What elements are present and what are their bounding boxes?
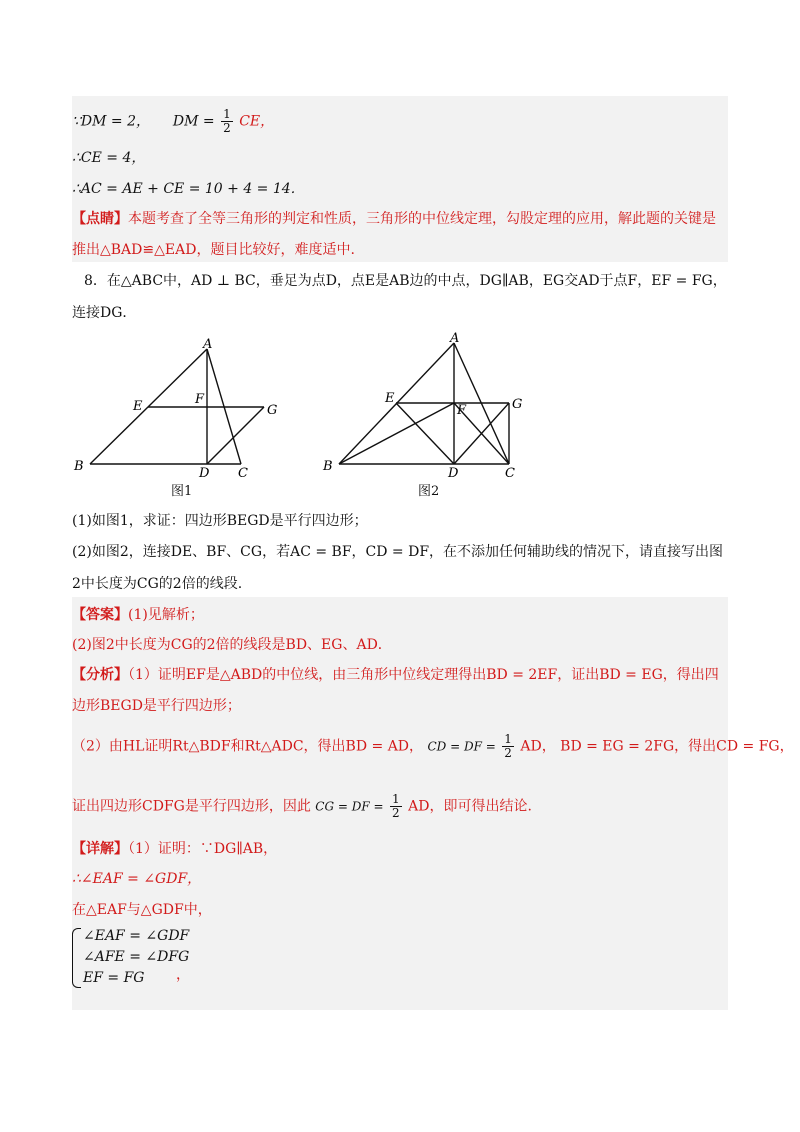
question-2-line-1: (2)如图2，连接DE、BF、CG，若AC = BF，CD = DF，在不添加任何辅助线的情况下，请直接写出图 <box>72 544 724 560</box>
fig1-label-a: A <box>203 337 213 352</box>
system-eq-1: ∠EAF = ∠GDF <box>83 928 190 944</box>
question-2-line-2: 2中长度为CG的2倍的线段. <box>72 576 243 592</box>
problem-line-1: 8．在△ABC中，AD ⊥ BC，垂足为点D，点E是AB边的中点，DG∥AB，EG交AD于点F，EF = FG， <box>84 273 727 289</box>
analysis-half-1-num: 1 <box>504 732 512 746</box>
detail-line-1 <box>72 838 277 858</box>
comment-line-1 <box>72 208 716 228</box>
fig1-segment-dg <box>207 407 264 464</box>
ac-line: ∴AC = AE + CE = 10 + 4 = 14． <box>72 181 305 197</box>
fig2-label-b: B <box>323 459 333 474</box>
analysis-half-1-den: 2 <box>504 746 512 760</box>
fig2-label-c: C <box>505 466 515 481</box>
fig2-label-d: D <box>448 466 459 481</box>
dm-line <box>72 108 274 135</box>
fig2-segment-de <box>396 403 454 464</box>
comment-tag: 【点睛】 <box>72 211 128 227</box>
answer-tag: 【答案】 <box>72 607 128 623</box>
fig1-label-f: F <box>195 392 205 407</box>
detail-text-1: （1）证明：∵DG∥AB， <box>128 841 278 857</box>
dm-fraction-num: 1 <box>223 107 231 121</box>
system-brace <box>72 928 81 988</box>
analysis-cd-df: CD = DF = <box>427 739 496 754</box>
comment-line-2: 推出△BAD≌△EAD，题目比较好，难度适中. <box>72 242 355 258</box>
fig2-caption: 图2 <box>418 484 440 499</box>
fig1-label-e: E <box>133 399 143 414</box>
analysis-line-1 <box>72 664 719 684</box>
analysis-text-1: （1）证明EF是△ABD的中位线，由三角形中位线定理得出BD = 2EF，证出BD = EG，得出四 <box>128 667 719 683</box>
answer-line-1 <box>72 604 204 624</box>
fig2-label-a: A <box>450 331 460 346</box>
dm-lhs: DM = <box>172 113 215 130</box>
detail-tag: 【详解】 <box>72 841 128 857</box>
analysis-text-3d: BD = EG = 2FG，得出CD = FG， <box>560 738 794 755</box>
ce-line: ∴CE = 4， <box>72 150 146 166</box>
dm-given: ∵DM = 2， <box>72 113 151 130</box>
detail-line-3: 在△EAF与△GDF中， <box>72 902 212 918</box>
system-end-comma: ， <box>176 967 190 983</box>
analysis-half-1 <box>502 733 514 760</box>
system-eq-2: ∠AFE = ∠DFG <box>83 949 190 965</box>
analysis-half-2-den: 2 <box>392 806 400 820</box>
fig1-caption: 图1 <box>171 484 193 499</box>
analysis-tag: 【分析】 <box>72 667 128 683</box>
analysis-text-4c: AD，即可得出结论. <box>408 798 532 815</box>
detail-line-2: ∴∠EAF = ∠GDF， <box>72 871 202 887</box>
fig2-label-g: G <box>512 397 523 412</box>
dm-fraction <box>221 108 233 135</box>
fig2-segment-bf <box>339 403 454 464</box>
fig2-label-f: F <box>457 403 467 418</box>
comment-text-1: 本题考查了全等三角形的判定和性质，三角形的中位线定理，勾股定理的应用，解此题的关键是 <box>128 211 716 227</box>
dm-fraction-den: 2 <box>223 121 231 135</box>
analysis-cg-df: CG = DF = <box>315 799 384 814</box>
analysis-text-4a: 证出四边形CDFG是平行四边形，因此 <box>72 798 311 815</box>
analysis-text-3c: AD， <box>520 738 556 755</box>
fig1-label-d: D <box>199 466 210 481</box>
analysis-half-2-num: 1 <box>392 792 400 806</box>
dm-rhs: CE， <box>239 113 275 130</box>
fig1-label-g: G <box>267 403 278 418</box>
answer-text-1: (1)见解析； <box>128 607 204 623</box>
fig1-label-c: C <box>238 466 248 481</box>
problem-line-2: 连接DG． <box>72 305 137 321</box>
figure-2 <box>315 325 530 500</box>
fig2-label-e: E <box>385 391 395 406</box>
fig1-label-b: B <box>74 459 84 474</box>
analysis-half-2 <box>390 793 402 820</box>
question-1: (1)如图1，求证：四边形BEGD是平行四边形； <box>72 513 368 529</box>
figure-1 <box>60 330 300 500</box>
analysis-line-4 <box>72 793 532 820</box>
analysis-text-3a: （2）由HL证明Rt△BDF和Rt△ADC，得出BD = AD， <box>72 738 424 755</box>
system-eq-3: EF = FG <box>83 970 145 986</box>
analysis-line-3 <box>72 733 794 760</box>
analysis-line-2: 边形BEGD是平行四边形； <box>72 698 241 714</box>
answer-line-2: (2)图2中长度为CG的2倍的线段是BD、EG、AD． <box>72 637 392 653</box>
